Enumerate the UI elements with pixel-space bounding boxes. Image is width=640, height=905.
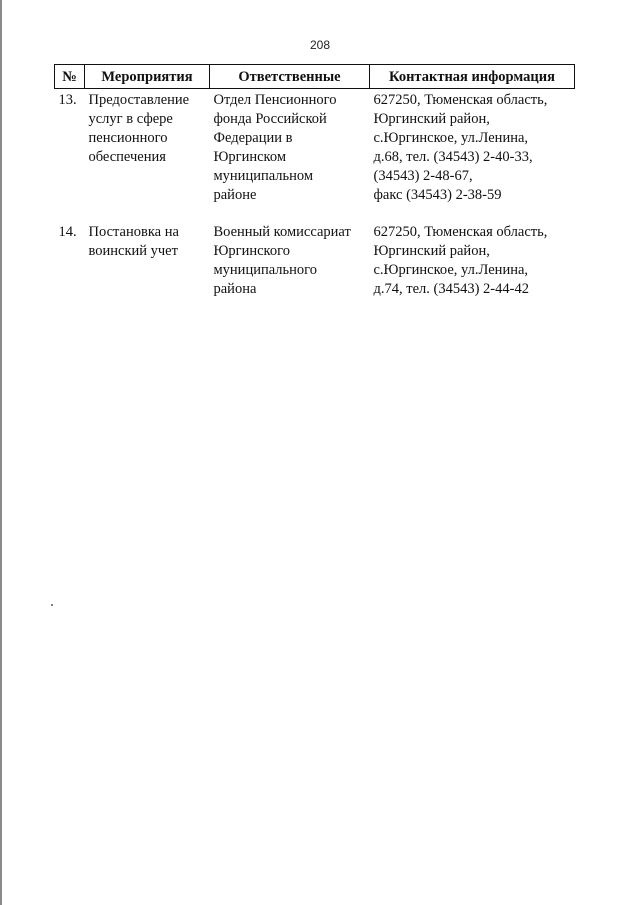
contact-line: д.68, тел. (34543) 2-40-33, (373, 149, 533, 165)
event-line: Предоставление (88, 92, 190, 108)
row-number: 13. (58, 92, 77, 108)
header-num: № (55, 65, 85, 89)
contact-line: факс (34543) 2-38-59 (373, 187, 502, 203)
contact-cell (370, 89, 575, 206)
responsible-line: муниципального (213, 262, 317, 278)
contact-line: Юргинский район, (373, 243, 490, 259)
responsible-line: Юргинского (213, 243, 290, 259)
event-cell (85, 205, 210, 299)
scan-edge-line (0, 0, 2, 905)
responsible-line: муниципальном (213, 168, 314, 184)
event-cell (85, 89, 210, 206)
responsible-line: фонда Российской (213, 111, 327, 127)
contact-line: д.74, тел. (34543) 2-44-42 (373, 281, 529, 297)
header-responsible: Ответственные (210, 65, 370, 89)
responsible-line: Военный комиссариат (213, 224, 351, 240)
page-number: 208 (309, 38, 331, 52)
event-line: обеспечения (88, 149, 166, 165)
event-line: пенсионного (88, 130, 168, 146)
responsible-cell (210, 89, 370, 206)
responsible-line: района (213, 281, 257, 297)
table-header-row (55, 65, 575, 89)
scan-speck (51, 604, 53, 606)
contact-line: с.Юргинское, ул.Ленина, (373, 262, 529, 278)
contact-line: с.Юргинское, ул.Ленина, (373, 130, 529, 146)
header-event: Мероприятия (85, 65, 210, 89)
table-row (55, 205, 575, 299)
responsible-line: Юргинском (213, 149, 287, 165)
event-line: услуг в сфере (88, 111, 173, 127)
contact-line: 627250, Тюменская область, (373, 224, 548, 240)
contact-cell (370, 205, 575, 299)
contact-line: (34543) 2-48-67, (373, 168, 473, 184)
header-contact: Контактная информация (370, 65, 575, 89)
responsible-line: районе (213, 187, 257, 203)
responsible-cell (210, 205, 370, 299)
responsible-line: Федерации в (213, 130, 293, 146)
contact-line: 627250, Тюменская область, (373, 92, 548, 108)
responsible-line: Отдел Пенсионного (213, 92, 337, 108)
event-line: Постановка на (88, 224, 179, 240)
event-line: воинский учет (88, 243, 178, 259)
contact-line: Юргинский район, (373, 111, 490, 127)
table-row (55, 89, 575, 206)
contacts-table (54, 64, 575, 299)
row-number: 14. (58, 224, 77, 240)
